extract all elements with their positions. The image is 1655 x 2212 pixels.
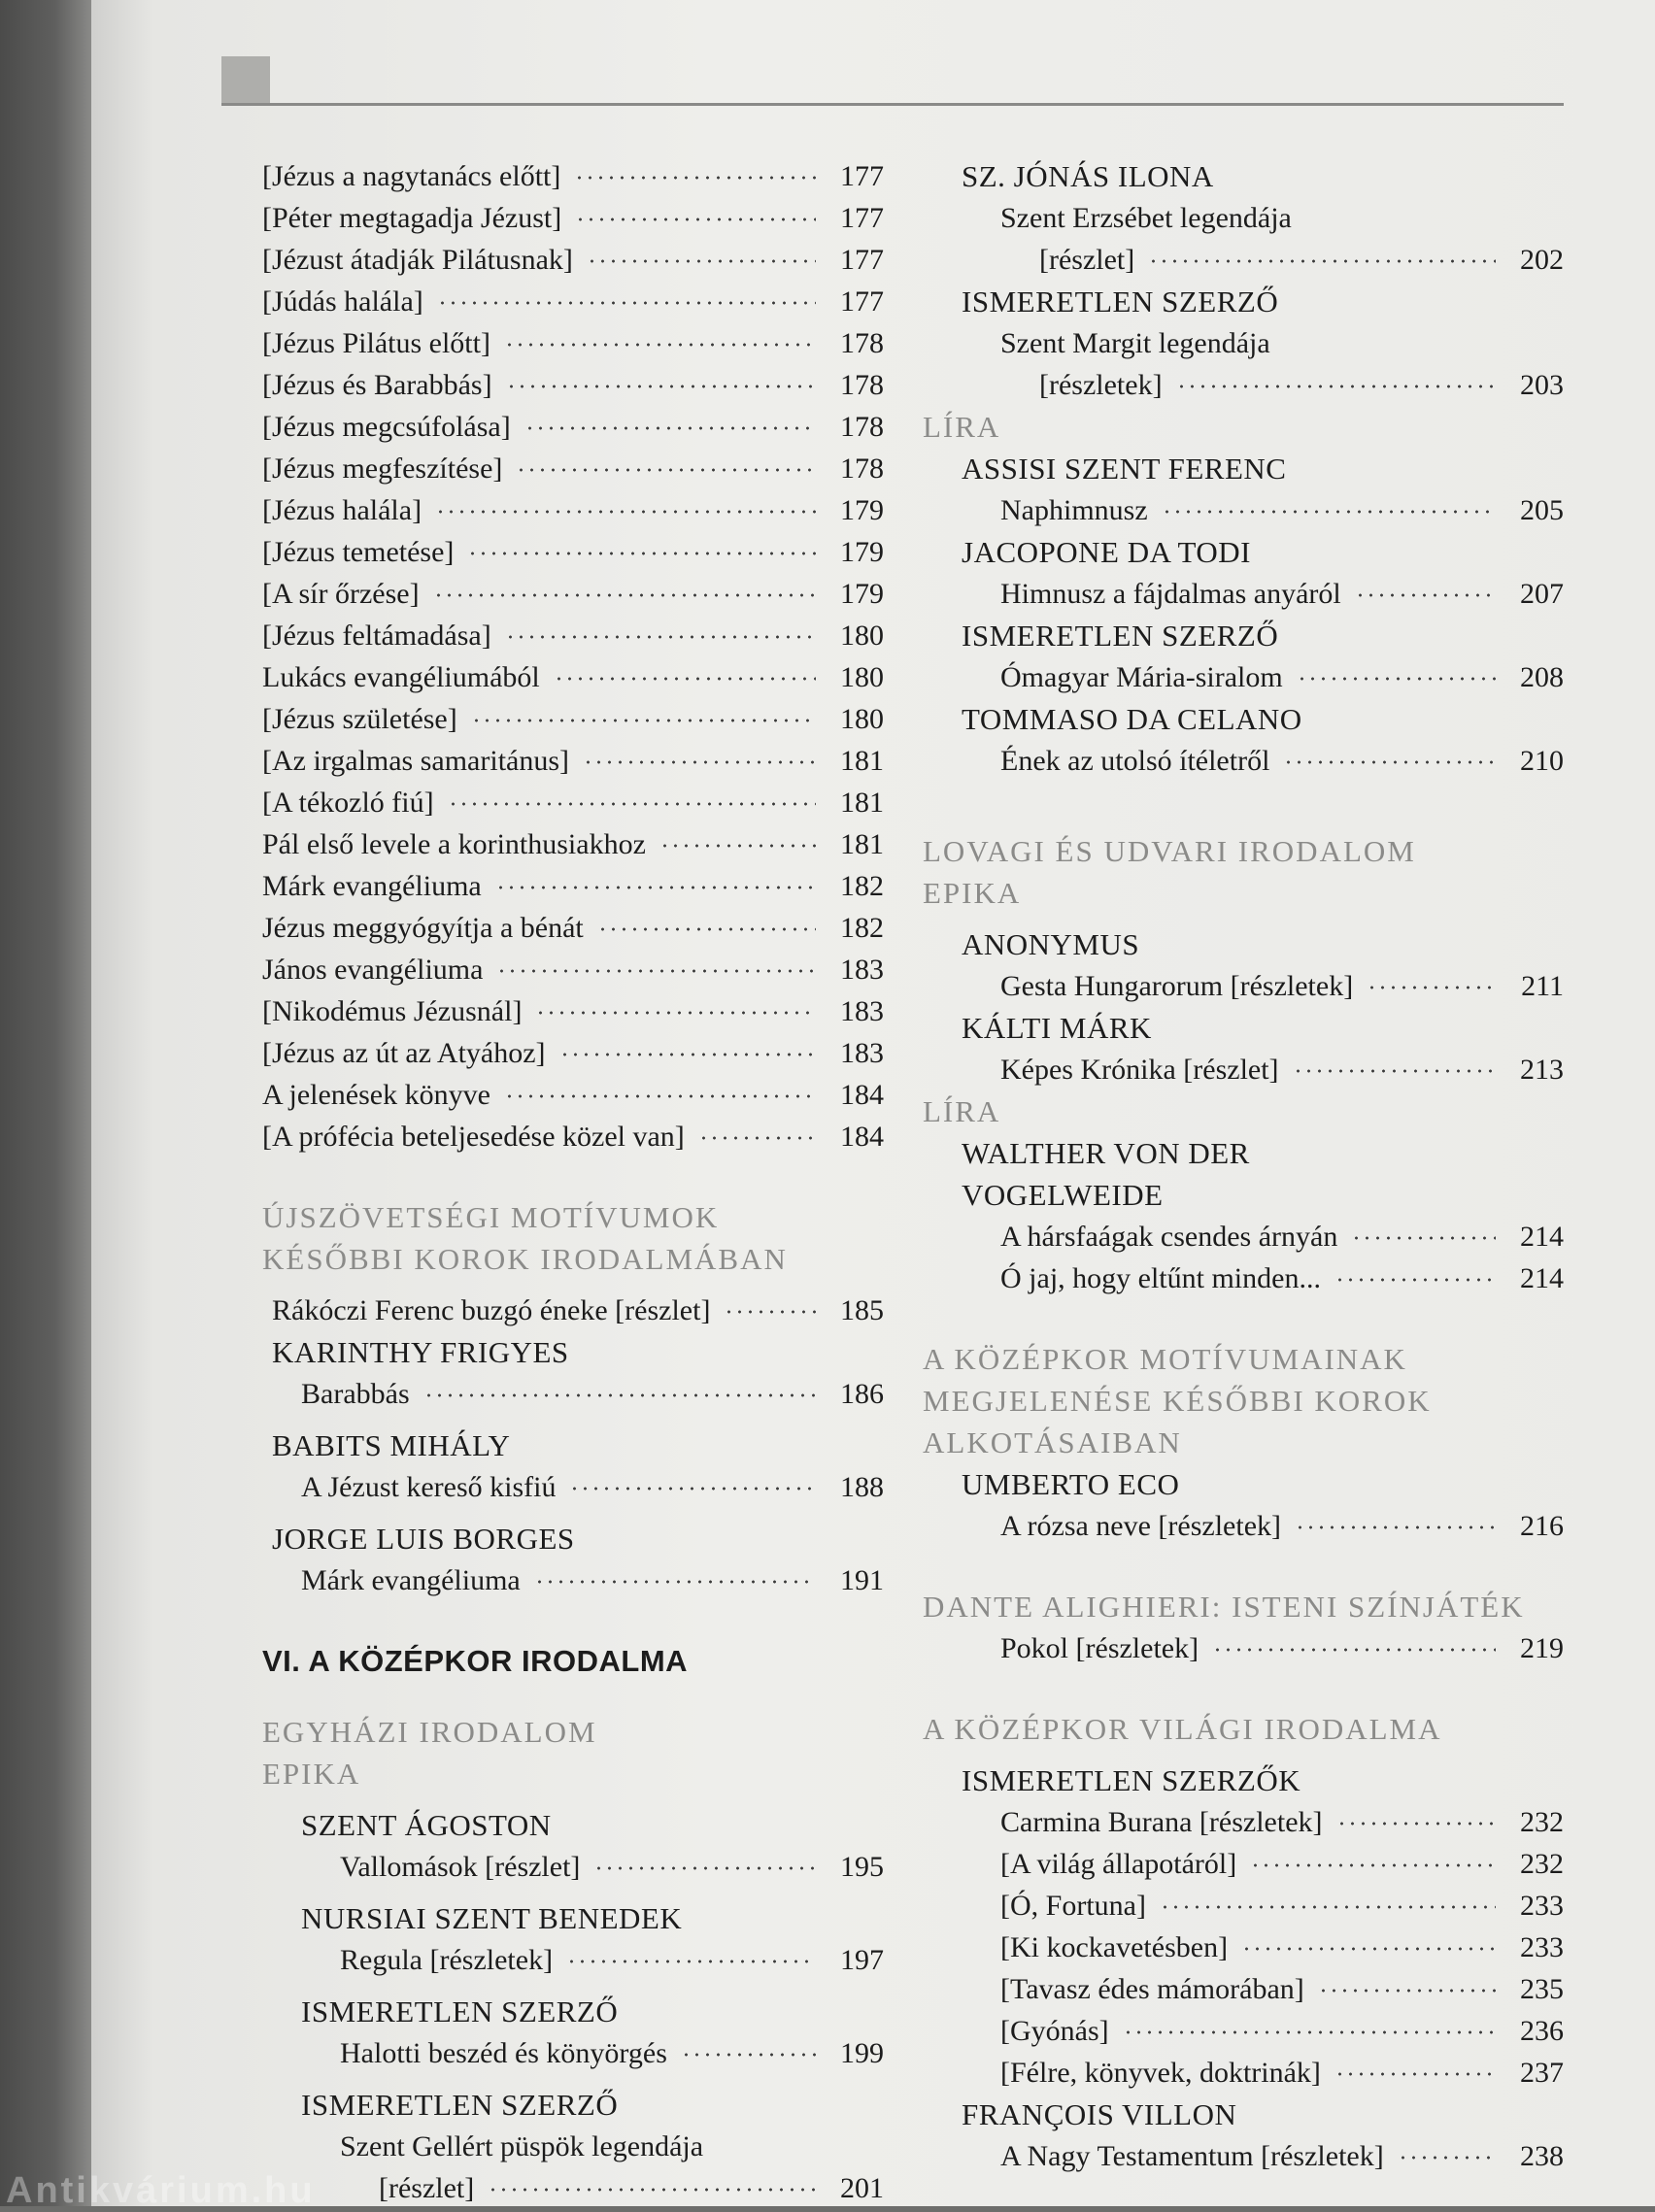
dot-leader (1148, 259, 1496, 263)
dot-leader (1283, 760, 1496, 764)
dot-leader (433, 593, 816, 597)
spacer (923, 782, 1564, 830)
toc-entry-title: [Péter megtagadja Jézust] (262, 202, 562, 234)
toc-entry-title: [részletek] (1039, 369, 1163, 401)
toc-entry[interactable] (262, 1846, 884, 1888)
toc-entry[interactable] (923, 656, 1564, 698)
dot-leader (566, 1960, 816, 1963)
toc-entry-page: 177 (840, 285, 884, 318)
author-name: WALTHER VON DER (962, 1136, 1250, 1170)
toc-entry-title: [részlet] (379, 2172, 475, 2204)
toc-entry-title: Ó jaj, hogy eltűnt minden... (1000, 1262, 1321, 1294)
toc-entry-title: [A tékozló fiú] (262, 787, 434, 819)
toc-entry[interactable] (923, 1257, 1564, 1299)
spacer (262, 1888, 884, 1897)
section-heading: A KÖZÉPKOR MOTÍVUMAINAK (923, 1342, 1407, 1376)
toc-entry[interactable] (923, 1049, 1564, 1090)
dot-leader (569, 1487, 816, 1491)
toc-entry-page: 186 (840, 1378, 884, 1410)
dot-leader (1318, 1989, 1496, 1993)
dot-leader (1295, 1525, 1496, 1529)
toc-entry[interactable] (262, 531, 884, 573)
toc-entry-page: 178 (840, 452, 884, 485)
book-spine-shadow (0, 0, 91, 2206)
toc-entry[interactable] (923, 1843, 1564, 1885)
dot-leader (448, 802, 816, 806)
toc-entry-title: Gesta Hungarorum [részletek] (1000, 970, 1354, 1002)
dot-leader (535, 1011, 816, 1015)
toc-entry-page: 203 (1520, 369, 1564, 401)
toc-entry[interactable] (262, 239, 884, 281)
toc-entry-page: 178 (840, 369, 884, 401)
section-heading: LÍRA (923, 1094, 1001, 1128)
section-heading: EPIKA (262, 1757, 361, 1791)
toc-entry-page: 180 (840, 620, 884, 652)
toc-entry-page: 233 (1520, 1890, 1564, 1922)
toc-entry[interactable] (923, 197, 1564, 239)
spacer (262, 1601, 884, 1640)
toc-entry-page: 178 (840, 327, 884, 359)
section-heading: LOVAGI ÉS UDVARI IRODALOM (923, 834, 1416, 868)
toc-entry-page: 182 (840, 912, 884, 944)
toc-entry-page: 180 (840, 661, 884, 693)
toc-entry-page: 237 (1520, 2057, 1564, 2089)
toc-entry-title: [Tavasz édes mámorában] (1000, 1973, 1304, 2005)
dot-leader (1297, 677, 1496, 681)
toc-entry[interactable] (923, 1885, 1564, 1927)
toc-entry-title: Naphimnusz (1000, 494, 1148, 526)
dot-leader (1398, 2156, 1496, 2160)
author-name: ISMERETLEN SZERZŐ (962, 285, 1279, 318)
toc-entry[interactable] (923, 489, 1564, 531)
toc-entry[interactable] (923, 1627, 1564, 1669)
toc-entry[interactable] (262, 2032, 884, 2074)
dot-leader (505, 635, 816, 639)
dot-leader (559, 1053, 816, 1056)
toc-entry-page: 185 (840, 1294, 884, 1326)
toc-entry-page: 184 (840, 1121, 884, 1153)
dot-leader (435, 510, 816, 514)
toc-entry[interactable] (923, 322, 1564, 364)
dot-leader (467, 552, 816, 555)
dot-leader (597, 927, 816, 931)
toc-entry-title: Pál első levele a korinthusiakhoz (262, 828, 646, 860)
toc-entry[interactable] (262, 656, 884, 698)
toc-entry[interactable] (262, 1290, 884, 1331)
author-name: JORGE LUIS BORGES (272, 1522, 575, 1556)
toc-entry-title: [Félre, könyvek, doktrinák] (1000, 2057, 1321, 2089)
toc-entry[interactable] (262, 1466, 884, 1508)
spacer (923, 914, 1564, 923)
dot-leader (1293, 1069, 1496, 1073)
dot-leader (504, 1094, 816, 1098)
toc-entry-title: [A prófécia beteljesedése közel van] (262, 1121, 685, 1153)
spacer (923, 1750, 1564, 1760)
dot-leader (1336, 1822, 1496, 1826)
toc-entry-title: [Jézust átadják Pilátusnak] (262, 244, 573, 276)
toc-entry[interactable] (262, 1373, 884, 1415)
toc-entry-page: 232 (1520, 1848, 1564, 1880)
toc-entry-page: 199 (840, 2037, 884, 2069)
section-heading: ALKOTÁSAIBAN (923, 1425, 1182, 1459)
author-name: ISMERETLEN SZERZŐ (301, 2088, 619, 2122)
toc-entry[interactable] (923, 573, 1564, 615)
toc-entry-title: Szent Margit legendája (1000, 327, 1270, 359)
toc-entry-title: [A sír őrzése] (262, 578, 420, 610)
toc-entry-page: 181 (840, 787, 884, 819)
toc-entry-page: 183 (840, 1037, 884, 1069)
toc-entry-title: Carmina Burana [részletek] (1000, 1806, 1323, 1838)
toc-entry[interactable] (262, 364, 884, 406)
toc-entry[interactable] (923, 740, 1564, 782)
dot-leader (659, 844, 816, 848)
dot-leader (437, 301, 816, 305)
dot-leader (724, 1310, 816, 1314)
section-heading: EPIKA (923, 876, 1022, 910)
toc-entry-page: 182 (840, 870, 884, 902)
dot-leader (1176, 385, 1496, 388)
toc-entry-title: [Jézus a nagytanács előtt] (262, 160, 561, 192)
spacer (262, 1508, 884, 1518)
dot-leader (583, 760, 816, 764)
toc-entry[interactable] (923, 1968, 1564, 2010)
dot-leader (587, 259, 816, 263)
toc-entry-page: 179 (840, 536, 884, 568)
dot-leader (423, 1393, 816, 1397)
dot-leader (593, 1866, 816, 1870)
watermark: Antikvárium.hu (6, 2170, 316, 2211)
toc-entry-title: [Jézus Pilátus előtt] (262, 327, 490, 359)
toc-entry[interactable] (262, 782, 884, 823)
toc-entry-title: Szent Erzsébet legendája (1000, 202, 1292, 234)
toc-entry-title: János evangéliuma (262, 954, 484, 986)
section-heading: ÚJSZÖVETSÉGI MOTÍVUMOK (262, 1200, 720, 1234)
section-heading: KÉSŐBBI KOROK IRODALMÁBAN (262, 1242, 788, 1276)
toc-entry[interactable] (262, 615, 884, 656)
section-heading: A KÖZÉPKOR VILÁGI IRODALMA (923, 1712, 1442, 1746)
spacer (923, 1669, 1564, 1708)
toc-entry-title: [Nikodémus Jézusnál] (262, 995, 523, 1027)
toc-entry[interactable] (923, 2135, 1564, 2177)
toc-entry-title: [részlet] (1039, 244, 1135, 276)
author-name: KÁLTI MÁRK (962, 1011, 1152, 1045)
toc-entry-page: 232 (1520, 1806, 1564, 1838)
toc-entry[interactable] (262, 1032, 884, 1074)
toc-entry[interactable] (923, 1801, 1564, 1843)
toc-entry-title: Ének az utolsó ítéletről (1000, 745, 1270, 777)
toc-entry[interactable] (923, 364, 1564, 406)
toc-entry-title: [Az irgalmas samaritánus] (262, 745, 570, 777)
spacer (262, 1415, 884, 1424)
dot-leader (534, 1580, 816, 1584)
toc-entry[interactable] (262, 2167, 884, 2209)
toc-entry[interactable] (262, 1116, 884, 1157)
dot-leader (575, 218, 816, 221)
toc-entry-page: 208 (1520, 661, 1564, 693)
toc-entry-page: 195 (840, 1851, 884, 1883)
spacer (262, 1682, 884, 1711)
toc-entry-page: 188 (840, 1471, 884, 1503)
toc-entry-page: 177 (840, 202, 884, 234)
toc-entry[interactable] (262, 1939, 884, 1981)
toc-entry[interactable] (262, 406, 884, 448)
toc-entry-page: 183 (840, 954, 884, 986)
toc-entry-title: Barabbás (301, 1378, 410, 1410)
toc-entry-title: [Jézus az út az Atyához] (262, 1037, 546, 1069)
toc-entry-title: A jelenések könyve (262, 1079, 490, 1111)
spacer (262, 1794, 884, 1804)
toc-entry-title: Vallomások [részlet] (340, 1851, 581, 1883)
toc-entry[interactable] (923, 2052, 1564, 2094)
author-name: FRANÇOIS VILLON (962, 2097, 1237, 2131)
toc-entry-title: Halotti beszéd és könyörgés (340, 2037, 667, 2069)
toc-entry-title: Márk evangéliuma (301, 1564, 521, 1596)
toc-entry[interactable] (262, 322, 884, 364)
toc-entry-page: 235 (1520, 1973, 1564, 2005)
toc-entry[interactable] (262, 489, 884, 531)
toc-entry-title: [Jézus halála] (262, 494, 422, 526)
toc-entry-title: Himnusz a fájdalmas anyáról (1000, 578, 1341, 610)
toc-entry[interactable] (262, 448, 884, 489)
toc-entry-title: [Jézus és Barabbás] (262, 369, 492, 401)
dot-leader (488, 2188, 816, 2192)
toc-entry-title: A Nagy Testamentum [részletek] (1000, 2140, 1384, 2172)
dot-leader (698, 1136, 816, 1140)
toc-entry-title: Regula [részletek] (340, 1944, 554, 1976)
toc-entry-page: 238 (1520, 2140, 1564, 2172)
dot-leader (1367, 986, 1496, 989)
toc-entry-page: 181 (840, 828, 884, 860)
toc-entry[interactable] (923, 1505, 1564, 1547)
header-rule (221, 103, 1564, 106)
author-name: TOMMASO DA CELANO (962, 702, 1302, 736)
toc-entry-page: 191 (840, 1564, 884, 1596)
author-name: KARINTHY FRIGYES (272, 1335, 569, 1369)
toc-entry[interactable] (262, 1559, 884, 1601)
dot-leader (574, 176, 816, 180)
toc-entry-page: 183 (840, 995, 884, 1027)
dot-leader (495, 886, 816, 889)
dot-leader (496, 969, 816, 973)
header-square (221, 56, 270, 105)
dot-leader (1351, 1236, 1496, 1240)
toc-entry-title: [A világ állapotáról] (1000, 1848, 1237, 1880)
dot-leader (506, 385, 816, 388)
toc-entry-title: [Jézus feltámadása] (262, 620, 491, 652)
toc-entry[interactable] (262, 949, 884, 990)
toc-left-column (262, 155, 884, 2209)
author-name: ISMERETLEN SZERZŐ (301, 1994, 619, 2028)
toc-entry-page: 177 (840, 244, 884, 276)
dot-leader (554, 677, 816, 681)
author-name: ANONYMUS (962, 927, 1140, 961)
toc-entry-page: 214 (1520, 1221, 1564, 1253)
dot-leader (1334, 2072, 1496, 2076)
toc-entry-title: Márk evangéliuma (262, 870, 482, 902)
toc-entry-page: 219 (1520, 1632, 1564, 1664)
toc-entry[interactable] (262, 907, 884, 949)
toc-entry[interactable] (923, 965, 1564, 1007)
toc-entry-title: [Jézus születése] (262, 703, 457, 735)
toc-entry-page: 178 (840, 411, 884, 443)
toc-entry-title: [Gyónás] (1000, 2015, 1109, 2047)
dot-leader (471, 719, 816, 722)
toc-entry-title: Lukács evangéliumából (262, 661, 540, 693)
spacer (923, 1299, 1564, 1338)
toc-entry-page: 177 (840, 160, 884, 192)
toc-entry[interactable] (923, 239, 1564, 281)
dot-leader (1123, 2030, 1496, 2034)
toc-entry[interactable] (262, 155, 884, 197)
toc-entry-title: A hársfaágak csendes árnyán (1000, 1221, 1338, 1253)
author-name: ISMERETLEN SZERZŐ (962, 619, 1279, 653)
chapter-heading: VI. A KÖZÉPKOR IRODALMA (262, 1644, 689, 1678)
toc-entry-page: 181 (840, 745, 884, 777)
section-heading: MEGJELENÉSE KÉSŐBBI KOROK (923, 1384, 1432, 1418)
toc-entry[interactable] (262, 990, 884, 1032)
toc-entry-page: 201 (840, 2172, 884, 2204)
toc-entry[interactable] (262, 281, 884, 322)
toc-entry-page: 210 (1520, 745, 1564, 777)
toc-entry-title: [Jézus megfeszítése] (262, 452, 503, 485)
section-heading: LÍRA (923, 410, 1001, 444)
dot-leader (1160, 1905, 1496, 1909)
author-name: JACOPONE DA TODI (962, 535, 1251, 569)
dot-leader (1241, 1947, 1496, 1951)
toc-entry-title: Szent Gellért püspök legendája (340, 2130, 704, 2162)
toc-entry-page: 179 (840, 494, 884, 526)
dot-leader (1162, 510, 1496, 514)
toc-entry-title: A rózsa neve [részletek] (1000, 1510, 1282, 1542)
toc-entry-page: 214 (1520, 1262, 1564, 1294)
author-name: UMBERTO ECO (962, 1467, 1180, 1501)
toc-entry-page: 184 (840, 1079, 884, 1111)
toc-entry-page: 213 (1520, 1054, 1564, 1086)
toc-right-column (923, 155, 1564, 2177)
toc-entry[interactable] (262, 823, 884, 865)
toc-entry-title: [Jézus temetése] (262, 536, 455, 568)
toc-entry-page: 180 (840, 703, 884, 735)
dot-leader (1334, 1278, 1496, 1282)
dot-leader (516, 468, 816, 472)
dot-leader (1250, 1863, 1496, 1867)
toc-entry[interactable] (262, 740, 884, 782)
toc-entry[interactable] (262, 865, 884, 907)
toc-entry-page: 202 (1520, 244, 1564, 276)
section-heading: EGYHÁZI IRODALOM (262, 1715, 597, 1749)
toc-entry-title: [Ki kockavetésben] (1000, 1931, 1229, 1963)
toc-entry-title: Ómagyar Mária-siralom (1000, 661, 1283, 693)
toc-entry[interactable] (262, 2126, 884, 2167)
spacer (262, 1280, 884, 1290)
toc-entry-page: 179 (840, 578, 884, 610)
toc-entry-title: Rákóczi Ferenc buzgó éneke [részlet] (272, 1294, 711, 1326)
spacer (262, 1981, 884, 1991)
dot-leader (1212, 1648, 1496, 1652)
toc-entry-title: Jézus meggyógyítja a bénát (262, 912, 584, 944)
author-name: VOGELWEIDE (962, 1178, 1164, 1212)
toc-entry-title: Képes Krónika [részlet] (1000, 1054, 1279, 1086)
toc-entry-title: A Jézust kereső kisfiú (301, 1471, 557, 1503)
toc-entry[interactable] (923, 2010, 1564, 2052)
toc-entry-page: 236 (1520, 2015, 1564, 2047)
author-name: BABITS MIHÁLY (272, 1428, 511, 1462)
toc-entry[interactable] (923, 1216, 1564, 1257)
toc-entry-page: 207 (1520, 578, 1564, 610)
author-name: ISMERETLEN SZERZŐK (962, 1763, 1301, 1797)
dot-leader (681, 2053, 816, 2057)
toc-entry-page: 216 (1520, 1510, 1564, 1542)
toc-entry[interactable] (262, 698, 884, 740)
dot-leader (524, 426, 816, 430)
toc-entry-title: Pokol [részletek] (1000, 1632, 1199, 1664)
author-name: ASSISI SZENT FERENC (962, 452, 1287, 486)
spacer (923, 1547, 1564, 1586)
author-name: NURSIAI SZENT BENEDEK (301, 1901, 683, 1935)
author-name: SZENT ÁGOSTON (301, 1808, 552, 1842)
dot-leader (1355, 593, 1496, 597)
toc-entry[interactable] (262, 197, 884, 239)
spacer (262, 1157, 884, 1196)
toc-entry-title: [Jézus megcsúfolása] (262, 411, 511, 443)
toc-entry-title: [Ó, Fortuna] (1000, 1890, 1146, 1922)
section-heading: DANTE ALIGHIERI: ISTENI SZÍNJÁTÉK (923, 1590, 1525, 1624)
toc-entry-title: [Júdás halála] (262, 285, 423, 318)
toc-entry-page: 233 (1520, 1931, 1564, 1963)
toc-entry-page: 197 (840, 1944, 884, 1976)
dot-leader (504, 343, 816, 347)
toc-entry[interactable] (923, 1927, 1564, 1968)
author-name: SZ. JÓNÁS ILONA (962, 159, 1214, 193)
spacer (262, 2074, 884, 2084)
toc-entry-page: 205 (1520, 494, 1564, 526)
toc-entry-page: 211 (1521, 970, 1564, 1002)
toc-entry[interactable] (262, 573, 884, 615)
toc-entry[interactable] (262, 1074, 884, 1116)
